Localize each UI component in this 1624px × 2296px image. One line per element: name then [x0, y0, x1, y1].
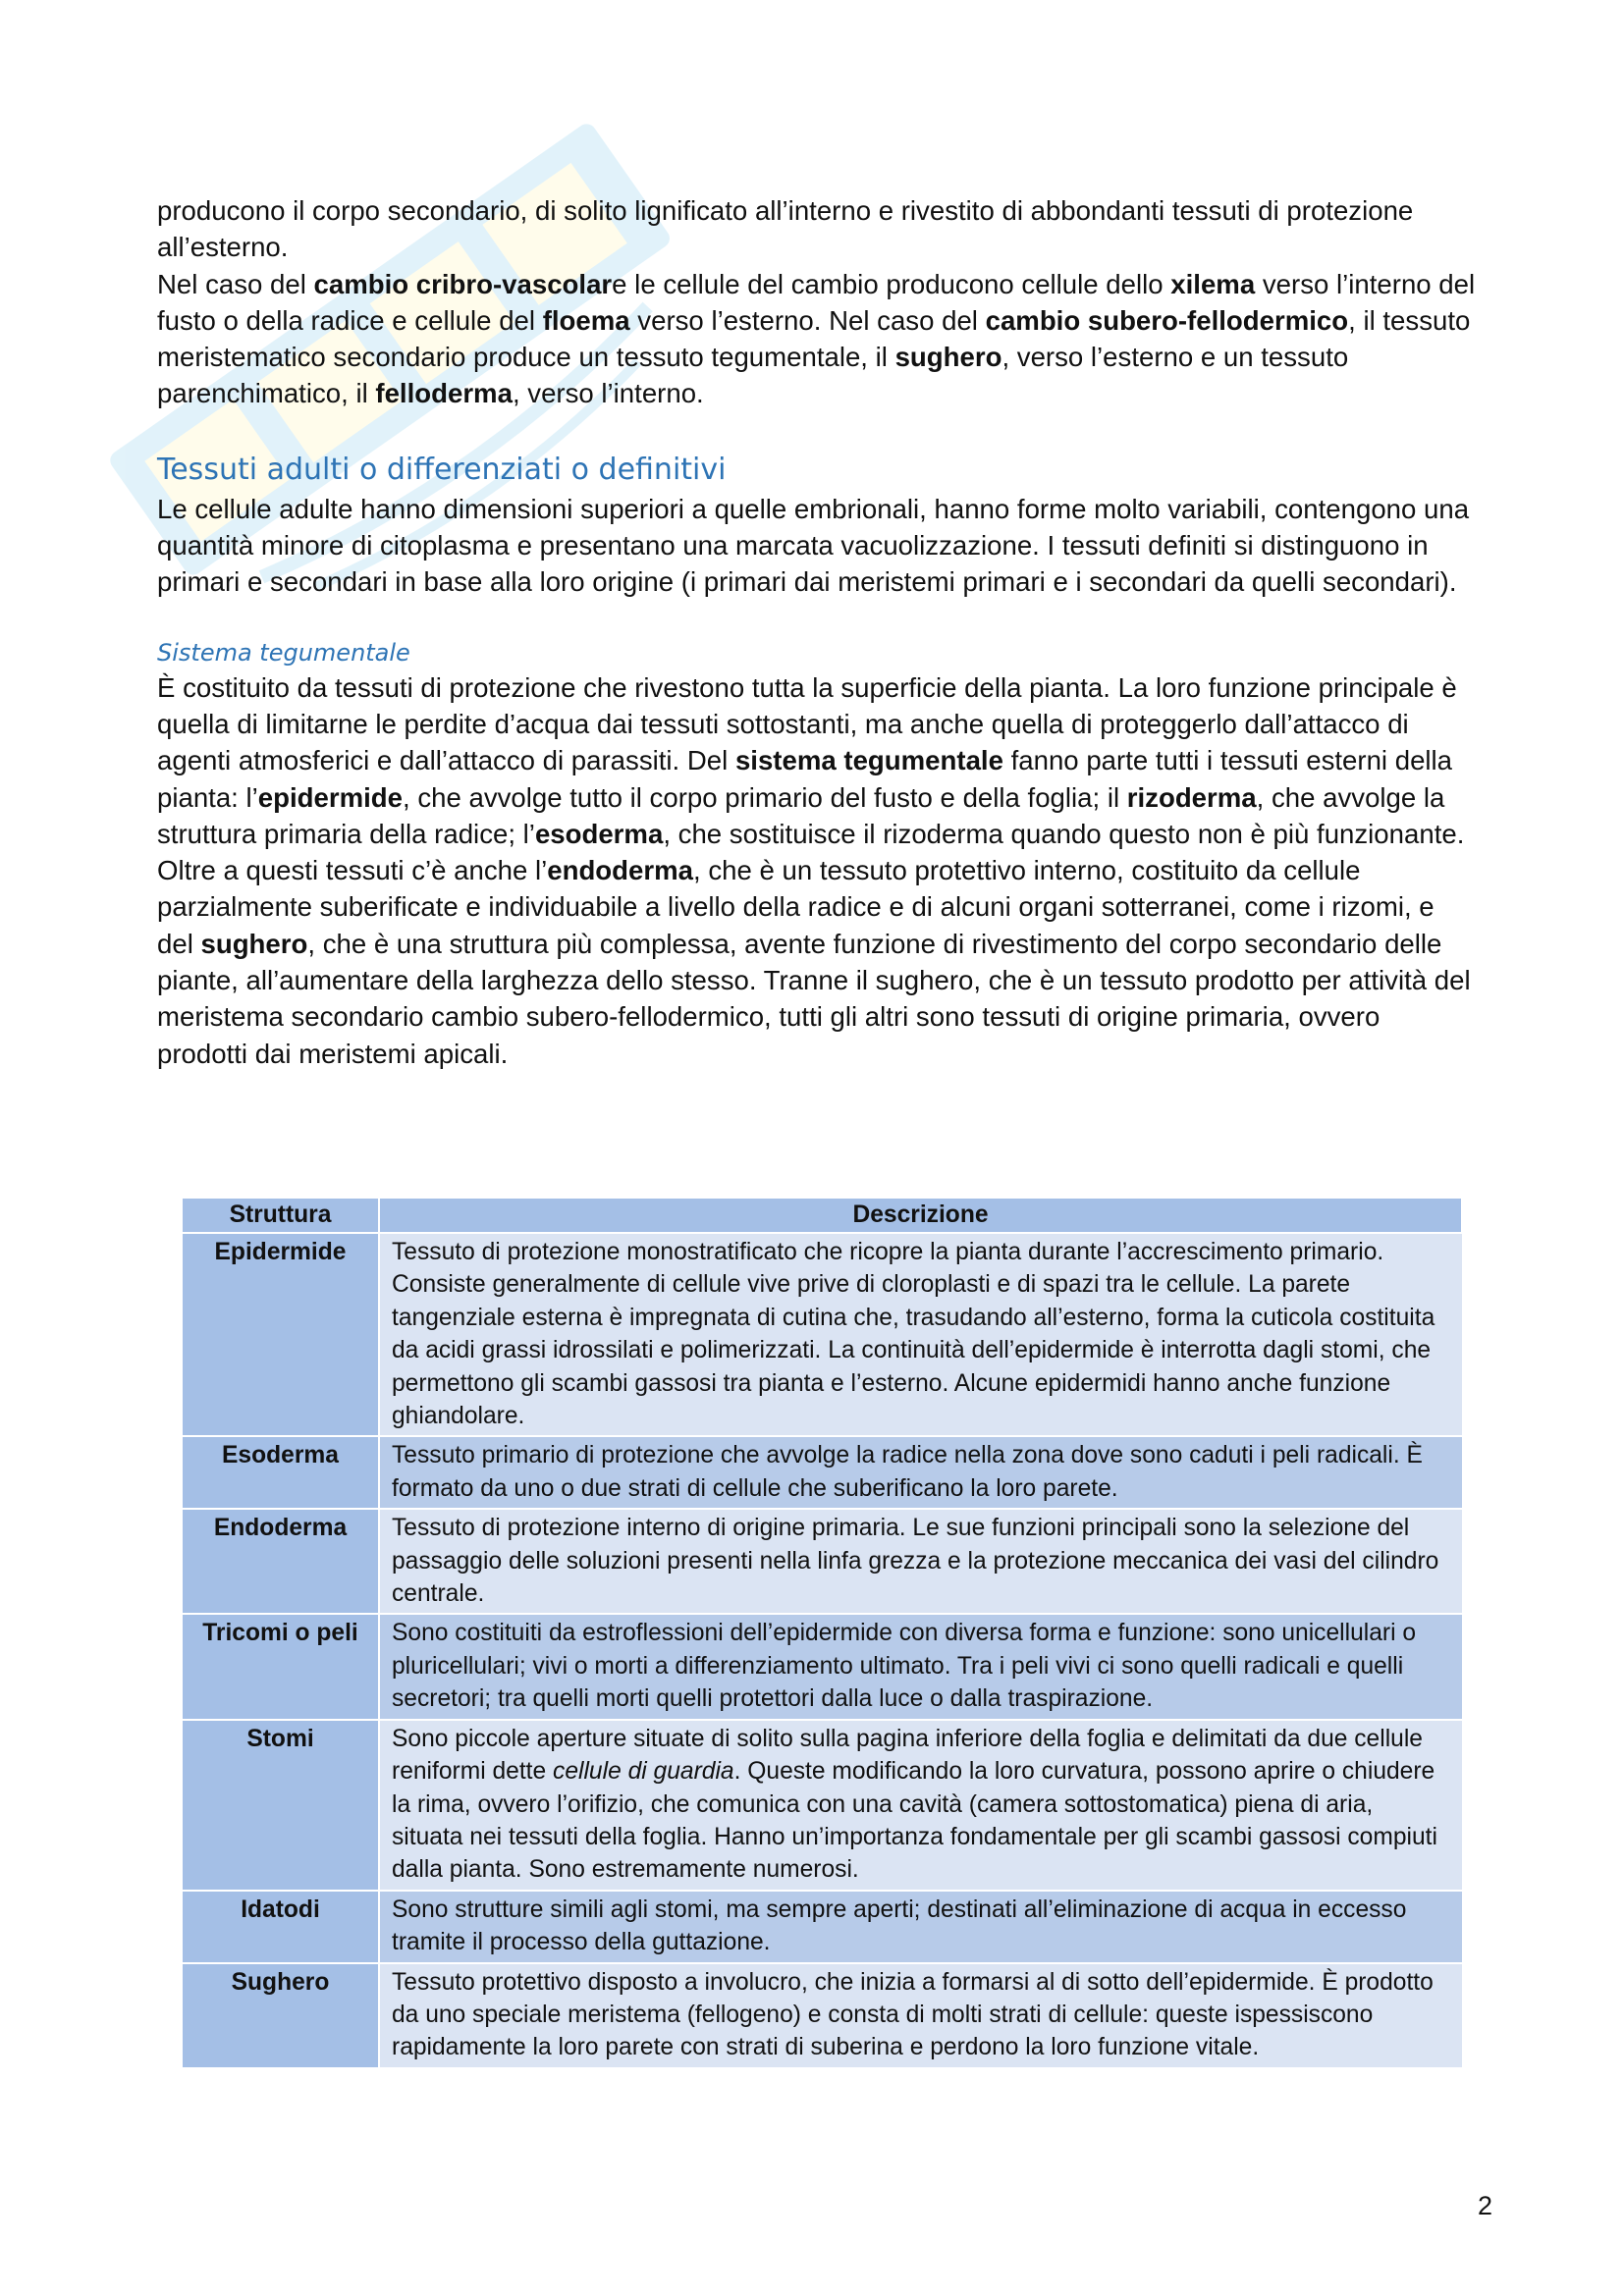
header-struttura: Struttura [183, 1199, 379, 1233]
intro-text: verso l’interno del fusto o della radice e cellule del [157, 268, 1476, 336]
structure-name: Esoderma [183, 1436, 379, 1509]
term-bold: sistema tegumentale [734, 745, 1003, 776]
structure-name: Idatodi [183, 1891, 379, 1963]
paragraph-text: fanno parte tutti i tessuti esterni della pianta: l’ [157, 745, 1453, 813]
paragraph-text: , che avvolge la struttura primaria della radice; l’ [157, 781, 1445, 849]
structure-name: Sughero [183, 1963, 379, 2068]
term-italic: cellule di guardia [553, 1758, 734, 1786]
table-header-row [183, 1199, 1462, 1233]
paragraph-text: , che è una struttura più complessa, avente funzione di rivestimento del corpo secondario delle piante, all’aumentare della larghezza dello stesso. Tranne il sughero, che è un tessuto prodotto per attività del meristema secondario cambio subero-fellodermico, tutti gli altri sono tessuti di origine primaria, ovvero prodotti dai meristemi apicali. [157, 928, 1471, 1069]
intro-text: e le cellule del cambio producono cellule dello [612, 268, 1171, 299]
intro-text: , verso l’interno. [512, 378, 704, 409]
section-heading: Tessuti adulti o differenziati o definitivi [157, 452, 727, 487]
intro-text: , verso l’esterno e un tessuto parenchimatico, il [157, 342, 1349, 409]
tissue-table [183, 1199, 1463, 2069]
page-number: 2 [1477, 2191, 1492, 2220]
term-bold: esoderma [534, 818, 664, 849]
structure-name: Endoderma [183, 1509, 379, 1614]
intro-paragraph-1 [157, 192, 1478, 412]
intro-text: verso l’esterno. Nel caso del [629, 304, 986, 336]
structure-description: Sono costituiti da estroflessioni dell’epidermide con diversa forma e funzione: sono unicellulari o pluricellulari; vivi o morti a differenziamento ultimato. Tra i peli vivi ci sono quelli radicali e quelli secretori; tra quelli morti quelli protettori dalla luce o dalla traspirazione. [379, 1614, 1462, 1719]
description-text: . Queste modificando la loro curvatura, possono aprire o chiudere la rima, ovvero l’orifizio, che comunica con una cavità (camera sottostomatica) piena di aria, situata nei tessuti della foglia. Hanno un’importanza fondamentale per gli scambi gassosi compiuti dalla pianta. Sono estremamente numerosi. [392, 1758, 1437, 1884]
term-bold: rizoderma [1126, 781, 1257, 813]
term-bold: cambio subero-fellodermico [985, 304, 1349, 336]
paragraph-text: , che avvolge tutto il corpo primario del fusto e della foglia; il [403, 781, 1127, 813]
structure-name: Stomi [183, 1720, 379, 1891]
paragraph-text: , che è un tessuto protettivo interno, costituito da cellule parzialmente suberificate e individuabile a livello della radice e di alcuni organi sotterranei, come i rizomi, e del [157, 855, 1435, 959]
page-content [157, 192, 1478, 1072]
term-bold: xilema [1170, 268, 1256, 299]
term-bold: felloderma [375, 378, 513, 409]
header-descrizione: Descrizione [379, 1199, 1462, 1233]
paragraph-text: , che sostituisce il rizoderma quando questo non è più funzionante. Oltre a questi tessuti c’è anche l’ [157, 818, 1465, 886]
subsection-heading: Sistema tegumentale [157, 638, 410, 667]
term-bold: sughero [894, 342, 1002, 373]
term-bold: cambio cribro-vascolar [313, 268, 613, 299]
structure-name: Epidermide [183, 1233, 379, 1436]
term-bold: floema [542, 304, 630, 336]
table-row [183, 1509, 1462, 1614]
description-text: Sono piccole aperture situate di solito sulla pagina inferiore della foglia e delimitati da due cellule reniformi dette [392, 1725, 1423, 1786]
structure-description: Tessuto protettivo disposto a involucro, che inizia a formarsi al di sotto dell’epidermide. È prodotto da uno speciale meristema (fellogeno) e consta di molti strati di cellule: queste ispessiscono rapidamente la loro parete con strati di suberina e perdono la loro funzione vitale. [379, 1963, 1462, 2068]
table-row [183, 1720, 1462, 1891]
intro-text: , il tessuto meristematico secondario produce un tessuto tegumentale, il [157, 304, 1471, 373]
table-row [183, 1891, 1462, 1963]
paragraph-text: È costituito da tessuti di protezione che rivestono tutta la superficie della pianta. La loro funzione principale è quella di limitarne le perdite d’acqua dai tessuti sottostanti, ma anche quella di proteggerlo dall’attacco di agenti atmosferici e dall’attacco di parassiti. Del [157, 671, 1457, 776]
structure-description: Tessuto di protezione interno di origine primaria. Le sue funzioni principali sono la selezione del passaggio delle soluzioni presenti nella linfa grezza e la protezione meccanica dei vasi del cilindro centrale. [379, 1509, 1462, 1614]
section-paragraph: Le cellule adulte hanno dimensioni superiori a quelle embrionali, hanno forme molto variabili, contengono una quantità minore di citoplasma e presentano una marcata vacuolizzazione. I tessuti definiti si distinguono in primari e secondari in base alla loro origine (i primari dai meristemi primari e i secondari da quelli secondari). [157, 493, 1470, 598]
structure-description: Tessuto primario di protezione che avvolge la radice nella zona dove sono caduti i peli radicali. È formato da uno o due strati di cellule che suberificano la loro parete. [379, 1436, 1462, 1509]
structure-description [379, 1720, 1462, 1891]
term-bold: sughero [200, 928, 308, 959]
intro-text: producono il corpo secondario, di solito lignificato all’interno e rivestito di abbondanti tessuti di protezione all’esterno. [157, 195, 1414, 263]
subsection-paragraph [157, 669, 1478, 1072]
table-row [183, 1963, 1462, 2068]
table-row [183, 1614, 1462, 1719]
structure-description: Tessuto di protezione monostratificato che ricopre la pianta durante l’accrescimento primario. Consiste generalmente di cellule vive prive di cloroplasti e di spazi tra le cellule. La parete tangenziale esterna è impregnata di cutina che, trasudando all’esterno, forma la cuticola costituita da acidi grassi idrossilati e polimerizzati. La continuità dell’epidermide è interrotta dagli stomi, che permettono gli scambi gassosi tra pianta e l’esterno. Alcune epidermidi hanno anche funzione ghiandolare. [379, 1233, 1462, 1436]
term-bold: epidermide [257, 781, 403, 813]
intro-text: Nel caso del [157, 268, 314, 299]
structure-description: Sono strutture simili agli stomi, ma sempre aperti; destinati all’eliminazione di acqua in eccesso tramite il processo della guttazione. [379, 1891, 1462, 1963]
table-row [183, 1436, 1462, 1509]
table-row [183, 1233, 1462, 1436]
term-bold: endoderma [547, 855, 693, 886]
structure-name: Tricomi o peli [183, 1614, 379, 1719]
